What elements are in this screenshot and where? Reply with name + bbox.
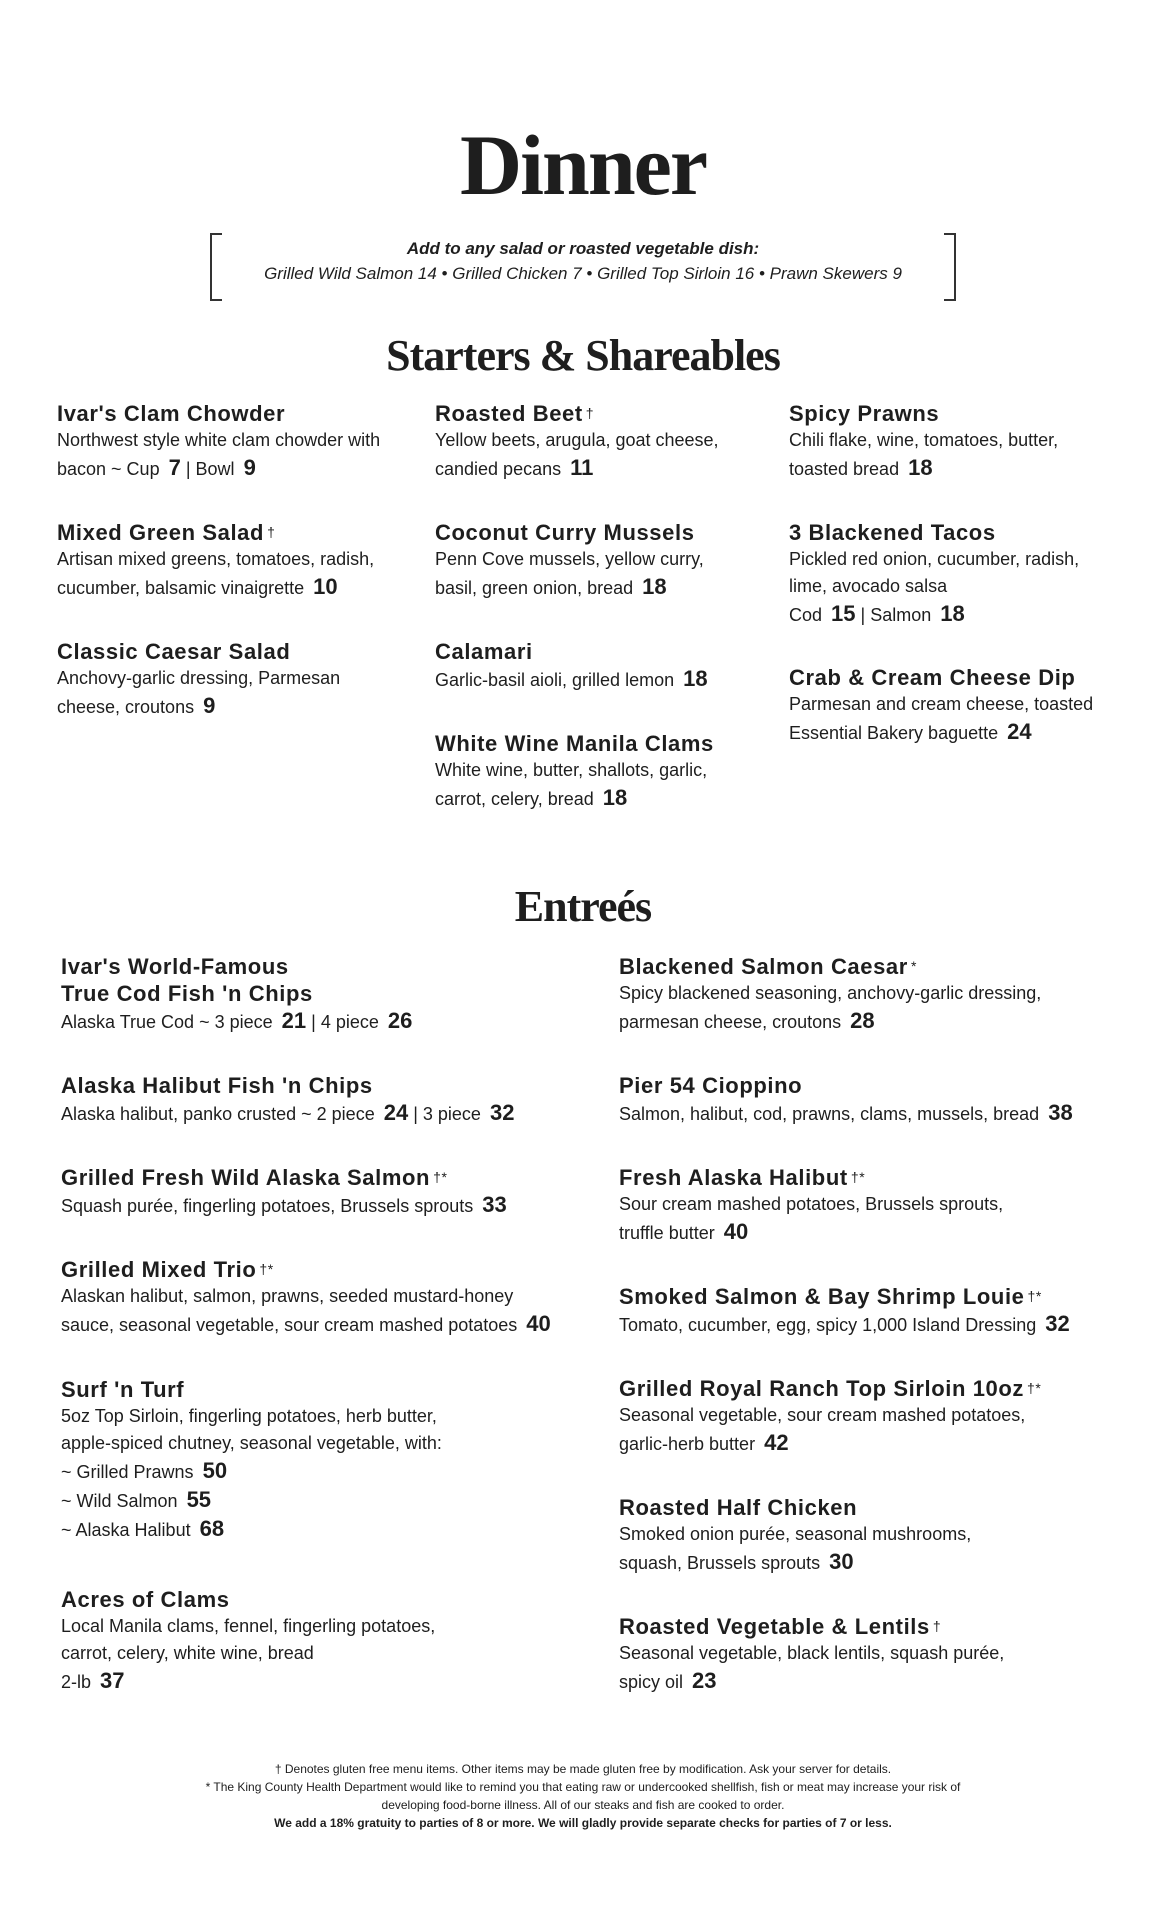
item-desc: Chili flake, wine, tomatoes, butter, — [789, 430, 1059, 450]
menu-item — [435, 730, 775, 813]
menu-item — [435, 400, 775, 483]
section-title-entrees: Entreés — [514, 882, 652, 931]
item-desc: Northwest style white clam chowder with — [57, 430, 381, 450]
item-desc: Local Manila clams, fennel, fingerling potatoes, — [61, 1616, 436, 1636]
item-price: 18 — [602, 785, 628, 810]
item-desc: cheese, croutons 9 — [57, 693, 216, 718]
item-price: 9 — [203, 693, 216, 718]
item-price: 40 — [526, 1311, 551, 1336]
menu-item — [61, 1376, 581, 1544]
item-desc: Alaska True Cod ~ 3 piece 21 | 4 piece 26 — [61, 1008, 413, 1033]
item-price: 18 — [908, 455, 933, 480]
menu-item — [789, 400, 1129, 483]
item-desc: 5oz Top Sirloin, fingerling potatoes, herb butter, — [61, 1406, 437, 1426]
item-desc: toasted bread 18 — [789, 455, 933, 480]
item-name: Calamari — [435, 639, 533, 664]
menu-footer — [0, 1760, 1166, 1832]
addon-options: Grilled Wild Salmon 14 • Grilled Chicken 7 • Grilled Top Sirloin 16 • Prawn Skewers 9 — [264, 264, 902, 283]
menu-item — [435, 519, 775, 602]
item-desc: Cod 15 | Salmon 18 — [789, 601, 965, 626]
menu-item — [57, 638, 417, 721]
item-name: Grilled Fresh Wild Alaska Salmon †* — [61, 1165, 448, 1190]
item-desc: candied pecans 11 — [435, 455, 594, 480]
item-price: 24 — [383, 1100, 409, 1125]
item-desc: apple-spiced chutney, seasonal vegetable, with: — [61, 1433, 442, 1453]
item-desc: squash, Brussels sprouts 30 — [619, 1549, 854, 1574]
item-price: 37 — [100, 1668, 125, 1693]
item-price: 38 — [1048, 1100, 1073, 1125]
item-desc: Yellow beets, arugula, goat cheese, — [435, 430, 719, 450]
item-price: 11 — [570, 455, 594, 480]
item-price: 23 — [692, 1668, 717, 1693]
item-desc: Alaska halibut, panko crusted ~ 2 piece 24 | 3 piece 32 — [61, 1100, 515, 1125]
menu-item — [61, 1586, 581, 1696]
item-name: Blackened Salmon Caesar * — [619, 954, 917, 979]
item-price: 32 — [489, 1100, 515, 1125]
item-name: Roasted Beet † — [435, 401, 595, 426]
item-price: 18 — [683, 666, 708, 691]
item-name: True Cod Fish 'n Chips — [61, 981, 313, 1006]
item-price: 42 — [764, 1430, 789, 1455]
footer-gluten-note: † Denotes gluten free menu items. Other items may be made gluten free by modification. Ask your server for details. — [274, 1762, 892, 1776]
menu-item — [789, 664, 1149, 747]
item-price: 26 — [387, 1008, 413, 1033]
item-name: Grilled Royal Ranch Top Sirloin 10oz †* — [619, 1376, 1042, 1401]
item-desc: 2-lb 37 — [61, 1668, 125, 1693]
item-name: Classic Caesar Salad — [57, 639, 291, 664]
addon-box — [210, 233, 956, 297]
item-name: Smoked Salmon & Bay Shrimp Louie †* — [619, 1284, 1042, 1309]
item-desc: Seasonal vegetable, black lentils, squash purée, — [619, 1643, 1005, 1663]
menu-item — [57, 400, 417, 483]
item-name: Pier 54 Cioppino — [619, 1073, 803, 1098]
item-name: Mixed Green Salad † — [57, 520, 276, 545]
menu-item — [619, 1283, 1149, 1339]
item-desc: Penn Cove mussels, yellow curry, — [435, 549, 704, 569]
item-desc: bacon ~ Cup 7 | Bowl 9 — [57, 455, 256, 480]
menu-item — [619, 1164, 1149, 1247]
item-desc: Parmesan and cream cheese, toasted — [789, 694, 1094, 714]
item-desc: Smoked onion purée, seasonal mushrooms, — [619, 1524, 972, 1544]
item-desc: parmesan cheese, croutons 28 — [619, 1008, 875, 1033]
item-desc: Sour cream mashed potatoes, Brussels sprouts, — [619, 1194, 1004, 1214]
item-name: White Wine Manila Clams — [435, 731, 714, 756]
item-price: 21 — [281, 1008, 307, 1033]
menu-item — [619, 1072, 1149, 1128]
menu-item — [61, 953, 581, 1036]
item-name: Roasted Vegetable & Lentils † — [619, 1614, 942, 1639]
menu-item — [789, 519, 1129, 629]
item-desc: Essential Bakery baguette 24 — [789, 719, 1032, 744]
item-price: 33 — [482, 1192, 507, 1217]
menu-item — [61, 1072, 581, 1128]
item-name: Acres of Clams — [61, 1587, 230, 1612]
item-name: Alaska Halibut Fish 'n Chips — [61, 1073, 373, 1098]
item-desc: Artisan mixed greens, tomatoes, radish, — [57, 549, 375, 569]
item-name: Grilled Mixed Trio †* — [61, 1257, 274, 1282]
item-name: Roasted Half Chicken — [619, 1495, 858, 1520]
item-price: 28 — [850, 1008, 875, 1033]
item-desc: Anchovy-garlic dressing, Parmesan — [57, 668, 341, 688]
item-price: 55 — [186, 1487, 212, 1512]
item-desc: ~ Alaska Halibut 68 — [61, 1516, 225, 1541]
item-price: 30 — [829, 1549, 854, 1574]
item-name: Spicy Prawns — [789, 401, 940, 426]
item-desc: Alaskan halibut, salmon, prawns, seeded mustard-honey — [61, 1286, 514, 1306]
item-price: 32 — [1045, 1311, 1070, 1336]
menu-item — [619, 1494, 1149, 1577]
menu-item — [619, 953, 1149, 1036]
footer-health-note: * The King County Health Department would like to remind you that eating raw or undercooked shellfish, fish or meat may increase your risk of — [205, 1780, 961, 1794]
item-price: 7 — [168, 455, 181, 480]
item-name: Crab & Cream Cheese Dip — [789, 665, 1076, 690]
item-price: 68 — [199, 1516, 225, 1541]
item-desc: basil, green onion, bread 18 — [435, 574, 667, 599]
menu-item — [61, 1164, 601, 1220]
section-title-starters: Starters & Shareables — [386, 331, 780, 380]
footer-health-note: developing food-borne illness. All of our steaks and fish are cooked to order. — [381, 1798, 785, 1812]
item-desc: garlic-herb butter 42 — [619, 1430, 789, 1455]
item-name: Ivar's Clam Chowder — [57, 401, 286, 426]
item-price: 10 — [313, 574, 338, 599]
item-desc: Seasonal vegetable, sour cream mashed potatoes, — [619, 1405, 1026, 1425]
item-desc: Pickled red onion, cucumber, radish, — [789, 549, 1080, 569]
item-desc: spicy oil 23 — [619, 1668, 717, 1693]
item-desc: Squash purée, fingerling potatoes, Brussels sprouts 33 — [61, 1192, 507, 1217]
item-desc: truffle butter 40 — [619, 1219, 749, 1244]
item-name: Coconut Curry Mussels — [435, 520, 695, 545]
menu-item — [619, 1613, 1149, 1696]
item-price: 18 — [940, 601, 965, 626]
item-desc: Salmon, halibut, cod, prawns, clams, mussels, bread 38 — [619, 1100, 1073, 1125]
item-desc: ~ Grilled Prawns 50 — [61, 1458, 228, 1483]
item-desc: carrot, celery, bread 18 — [435, 785, 628, 810]
item-desc: Spicy blackened seasoning, anchovy-garlic dressing, — [619, 983, 1042, 1003]
item-desc: ~ Wild Salmon 55 — [61, 1487, 212, 1512]
item-desc: Garlic-basil aioli, grilled lemon 18 — [435, 666, 708, 691]
item-name: 3 Blackened Tacos — [789, 520, 996, 545]
menu-item — [57, 519, 417, 602]
item-desc: White wine, butter, shallots, garlic, — [435, 760, 708, 780]
item-name: Surf 'n Turf — [61, 1377, 185, 1402]
item-desc: carrot, celery, white wine, bread — [61, 1643, 314, 1663]
item-desc: sauce, seasonal vegetable, sour cream mashed potatoes 40 — [61, 1311, 551, 1336]
menu-item — [61, 1256, 621, 1339]
menu-item — [619, 1375, 1149, 1458]
menu-title: Dinner — [460, 117, 706, 213]
item-price: 40 — [723, 1219, 749, 1244]
footer-gratuity-note: We add a 18% gratuity to parties of 8 or more. We will gladly provide separate checks for parties of 7 or less. — [274, 1816, 892, 1830]
item-price: 24 — [1007, 719, 1032, 744]
item-desc: lime, avocado salsa — [789, 576, 948, 596]
item-desc: cucumber, balsamic vinaigrette 10 — [57, 574, 338, 599]
item-name: Ivar's World-Famous — [61, 954, 289, 979]
item-price: 18 — [642, 574, 667, 599]
addon-heading: Add to any salad or roasted vegetable dish: — [406, 239, 760, 258]
item-price: 9 — [243, 455, 256, 480]
menu-item — [435, 638, 775, 694]
item-price: 15 — [831, 601, 856, 626]
item-name: Fresh Alaska Halibut †* — [619, 1165, 866, 1190]
item-price: 50 — [202, 1458, 228, 1483]
item-desc: Tomato, cucumber, egg, spicy 1,000 Island Dressing 32 — [619, 1311, 1070, 1336]
